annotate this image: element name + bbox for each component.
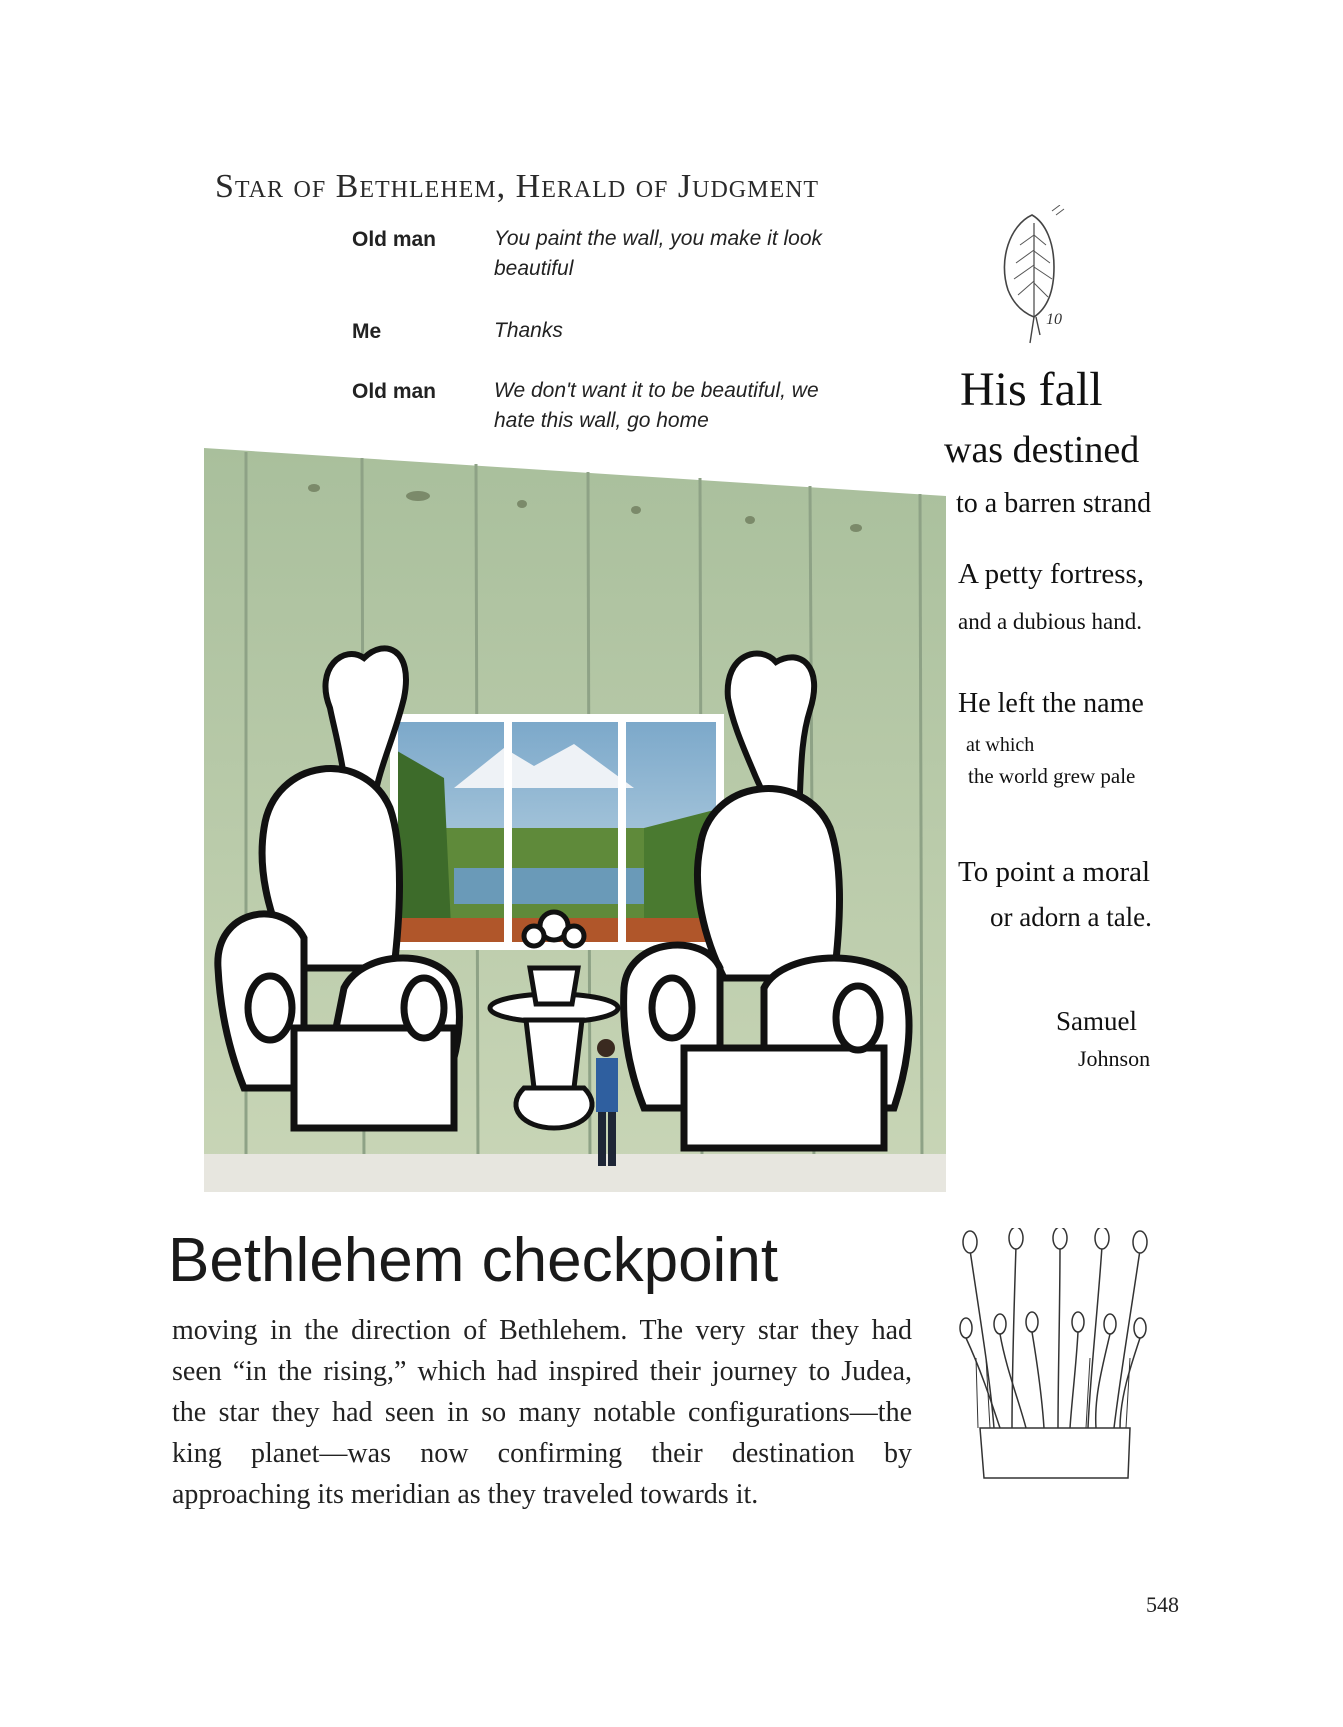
dialogue-speaker: Old man (352, 380, 437, 403)
poem-line: and a dubious hand. (958, 609, 1142, 634)
dialogue-speaker: Old man (352, 228, 437, 251)
poem-author-first: Samuel (1056, 1006, 1137, 1036)
poem-line: He left the name (958, 688, 1144, 719)
wall-mural-illustration (204, 448, 946, 1192)
poem-line: or adorn a tale. (990, 902, 1152, 932)
leaf-icon (990, 205, 1080, 345)
dialogue-line: We don't want it to be beautiful, we hate this wall, go home (494, 379, 819, 432)
image-caption: Bethlehem checkpoint (168, 1226, 779, 1295)
poem-line: was destined (944, 429, 1140, 471)
poem-line: to a barren strand (956, 488, 1152, 519)
poem-line: To point a moral (958, 856, 1151, 888)
crown-sketch (950, 1228, 1160, 1484)
page-number: 548 (1146, 1592, 1179, 1617)
dialogue-line: You paint the wall, you make it look beautiful (494, 227, 823, 280)
poem-line: A petty fortress, (958, 558, 1145, 590)
poem-line: His fall (960, 363, 1103, 416)
poem-author-last: Johnson (1078, 1046, 1151, 1071)
mural-image (204, 448, 946, 1192)
chapter-title: Star of Bethlehem, Herald of Judgment (215, 168, 820, 205)
leaf-sketch (990, 205, 1080, 345)
crown-icon (950, 1228, 1160, 1484)
poem-line: at which (966, 734, 1035, 756)
dialogue-line: Thanks (494, 319, 563, 342)
dialogue-speaker: Me (352, 320, 382, 343)
poem-line: the world grew pale (968, 764, 1136, 788)
body-paragraph: moving in the direction of Bethlehem. The very star they had seen “in the rising,” which had inspired their journey to Judea, the star they had seen in so many notable configurations—the king planet—was now confirming their destination by approaching its meridian as they traveled towards it. (172, 1315, 912, 1510)
sketch-label: 10 (1046, 311, 1062, 328)
